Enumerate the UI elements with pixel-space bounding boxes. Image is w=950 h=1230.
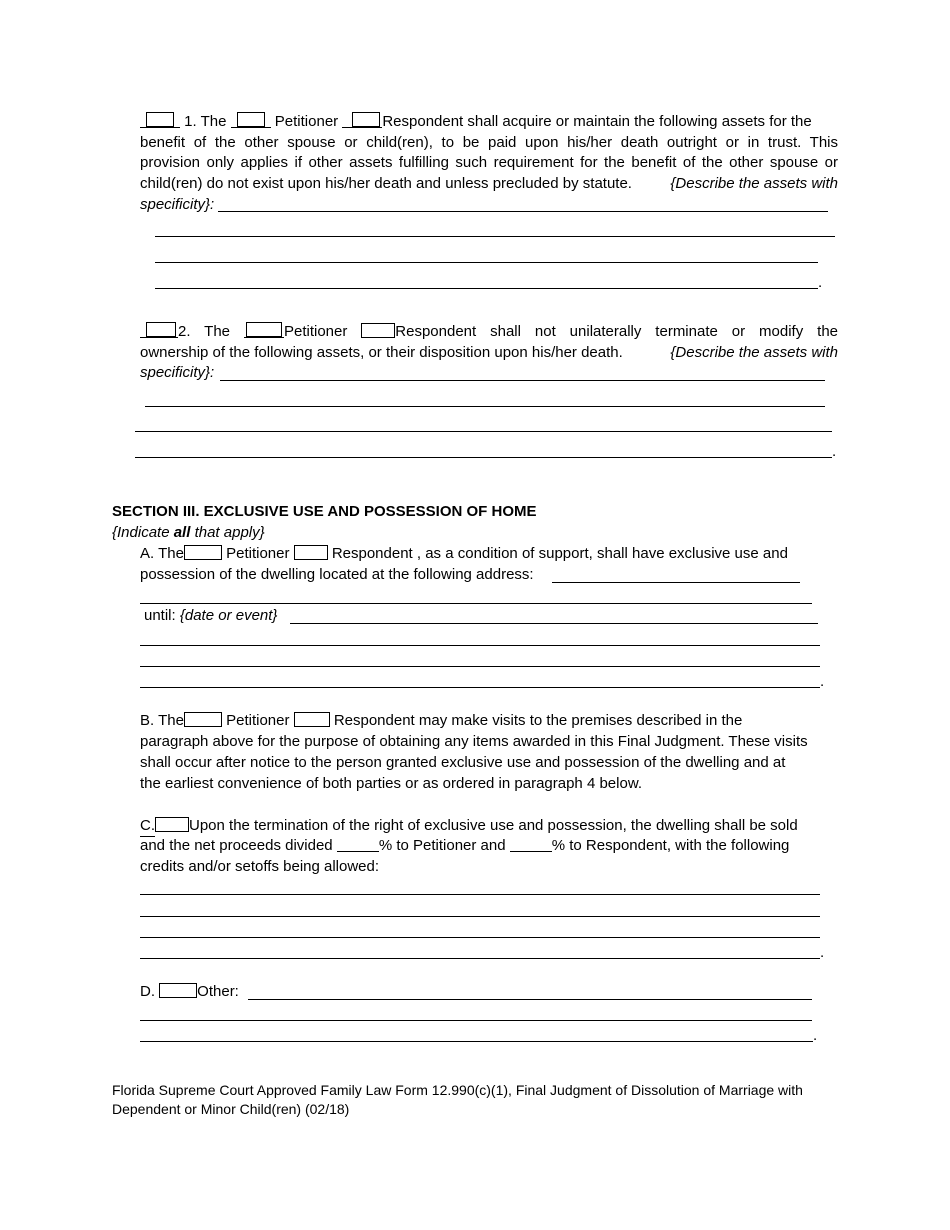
itemC-prefix: C. xyxy=(140,816,155,837)
item1-specificity-label: specificity}: xyxy=(140,196,215,213)
item1-petitioner-label: Petitioner xyxy=(274,113,339,130)
itemC-petitioner-percent[interactable] xyxy=(337,837,379,852)
itemA-address-line[interactable] xyxy=(552,582,800,583)
itemC-line3: credits and/or setoffs being allowed: xyxy=(140,858,380,875)
item1-fill-line-3[interactable] xyxy=(155,262,818,263)
item2-petitioner-checkbox[interactable] xyxy=(246,322,282,337)
item1-fill-line-1[interactable] xyxy=(218,211,828,212)
itemC-checkbox[interactable] xyxy=(155,817,189,832)
section3-indicate-post: that apply} xyxy=(190,524,265,541)
footer-line2: Dependent or Minor Child(ren) (02/18) xyxy=(112,1101,350,1117)
item2-fill-line-3[interactable] xyxy=(135,431,832,432)
item2-checkbox[interactable] xyxy=(146,322,176,337)
itemA-fill-line-1[interactable] xyxy=(140,645,820,646)
item1-respondent-checkbox[interactable] xyxy=(352,112,380,127)
itemB-line2: paragraph above for the purpose of obtaining any items awarded in this Final Judgment. These visits xyxy=(140,733,808,750)
item2-fill-line-1[interactable] xyxy=(220,380,825,381)
item2-specificity-label: specificity}: xyxy=(140,364,215,381)
section3-heading: SECTION III. EXCLUSIVE USE AND POSSESSION OF HOME xyxy=(112,503,537,520)
itemC-fill-line-2[interactable] xyxy=(140,916,820,917)
itemA-address-line-2[interactable] xyxy=(140,603,812,604)
item2-line1 xyxy=(140,322,838,342)
item2-line2-text: ownership of the following assets, or their disposition upon his/her death. xyxy=(140,344,623,361)
itemA-petitioner-label: Petitioner xyxy=(226,545,290,562)
item1-line1 xyxy=(140,112,838,132)
item1-line2: benefit of the other spouse or child(ren), to be paid upon his/her death outright or in trust. This xyxy=(140,134,838,151)
item2-line2 xyxy=(140,343,838,363)
itemA-until-label: until: xyxy=(144,607,176,624)
itemC-line1 xyxy=(140,816,798,837)
itemA-respondent-text: Respondent , as a condition of support, shall have exclusive use and xyxy=(331,545,788,562)
section3-indicate-pre: {Indicate xyxy=(112,524,174,541)
itemC-fill-line-1[interactable] xyxy=(140,894,820,895)
item1-period: . xyxy=(818,274,823,291)
itemD-checkbox[interactable] xyxy=(159,983,197,998)
itemA-respondent-checkbox[interactable] xyxy=(294,545,328,560)
item2-respondent-text: Respondent shall not unilaterally terminate or modify the xyxy=(395,323,838,340)
item2-respondent-checkbox[interactable] xyxy=(361,323,395,338)
itemD-fill-line-3[interactable] xyxy=(140,1041,813,1042)
itemB-respondent-checkbox[interactable] xyxy=(294,712,330,727)
itemD-fill-line-2[interactable] xyxy=(140,1020,812,1021)
item1-petitioner-checkbox[interactable] xyxy=(237,112,265,127)
section3-indicate-bold: all xyxy=(173,524,191,541)
itemC-fill-line-4[interactable] xyxy=(140,958,820,959)
item1-respondent-text: Respondent shall acquire or maintain the following assets for the xyxy=(382,113,812,130)
itemA-fill-line-2[interactable] xyxy=(140,666,820,667)
item1-fill-line-4[interactable] xyxy=(155,288,818,289)
itemA-until-line[interactable] xyxy=(290,623,818,624)
itemB-petitioner-checkbox[interactable] xyxy=(184,712,222,727)
item1-line3: provision only applies if other assets fulfilling such requirement for the benefit of the other spouse or xyxy=(140,154,838,171)
itemA-petitioner-checkbox[interactable] xyxy=(184,545,222,560)
item1-line4-text: child(ren) do not exist upon his/her death and unless precluded by statute. xyxy=(140,175,632,192)
itemC-respondent-percent[interactable] xyxy=(510,837,552,852)
itemD-fill-line-1[interactable] xyxy=(248,999,812,1000)
itemC-period: . xyxy=(820,944,825,961)
itemB-prefix: B. The xyxy=(140,712,184,729)
itemA-period: . xyxy=(820,673,825,690)
footer-line1: Florida Supreme Court Approved Family Law Form 12.990(c)(1), Final Judgment of Dissolution of Marriage with xyxy=(112,1082,803,1098)
item2-fill-line-2[interactable] xyxy=(145,406,825,407)
itemA-until xyxy=(144,606,277,626)
itemC-text2a: and the net proceeds divided xyxy=(140,837,333,854)
itemB-line4: the earliest convenience of both parties or as ordered in paragraph 4 below. xyxy=(140,775,642,792)
itemC-text1: Upon the termination of the right of exclusive use and possession, the dwelling shall be sold xyxy=(189,817,798,834)
item2-petitioner-label: Petitioner xyxy=(283,323,348,340)
itemA-fill-line-3[interactable] xyxy=(140,687,820,688)
itemC-line2 xyxy=(140,836,789,856)
itemB-petitioner-label: Petitioner xyxy=(226,712,290,729)
itemC-text2c: % to Respondent, with the following xyxy=(551,837,790,854)
itemB-line1 xyxy=(140,711,742,731)
section3-instruction xyxy=(112,523,265,543)
item2-fill-line-4[interactable] xyxy=(135,457,832,458)
itemA-line2: possession of the dwelling located at the following address: xyxy=(140,566,534,583)
item2-specificity xyxy=(140,363,214,383)
itemD-other-label: Other: xyxy=(197,983,239,1000)
itemB-line3: shall occur after notice to the person granted exclusive use and possession of the dwelling and at xyxy=(140,754,786,771)
item1-line4 xyxy=(140,174,838,194)
item1-checkbox[interactable] xyxy=(146,112,174,127)
itemA-line1 xyxy=(140,544,788,564)
item1-specificity xyxy=(140,195,214,215)
itemC-fill-line-3[interactable] xyxy=(140,937,820,938)
itemC-text2b: % to Petitioner and xyxy=(378,837,506,854)
item1-fill-line-2[interactable] xyxy=(155,236,835,237)
item2-period: . xyxy=(832,443,837,460)
itemD-prefix: D. xyxy=(140,983,155,1000)
item2-describe-instruction: {Describe the assets with xyxy=(670,344,838,361)
item1-describe-instruction: {Describe the assets with xyxy=(670,175,838,192)
itemD-period: . xyxy=(813,1027,818,1044)
itemA-date-event: {date or event} xyxy=(179,607,278,624)
itemD-line1 xyxy=(140,982,239,1002)
item1-number: 1. The xyxy=(184,113,227,130)
item2-number: 2. The xyxy=(178,323,231,340)
itemA-prefix: A. The xyxy=(140,545,184,562)
itemB-respondent-text: Respondent may make visits to the premises described in the xyxy=(333,712,743,729)
